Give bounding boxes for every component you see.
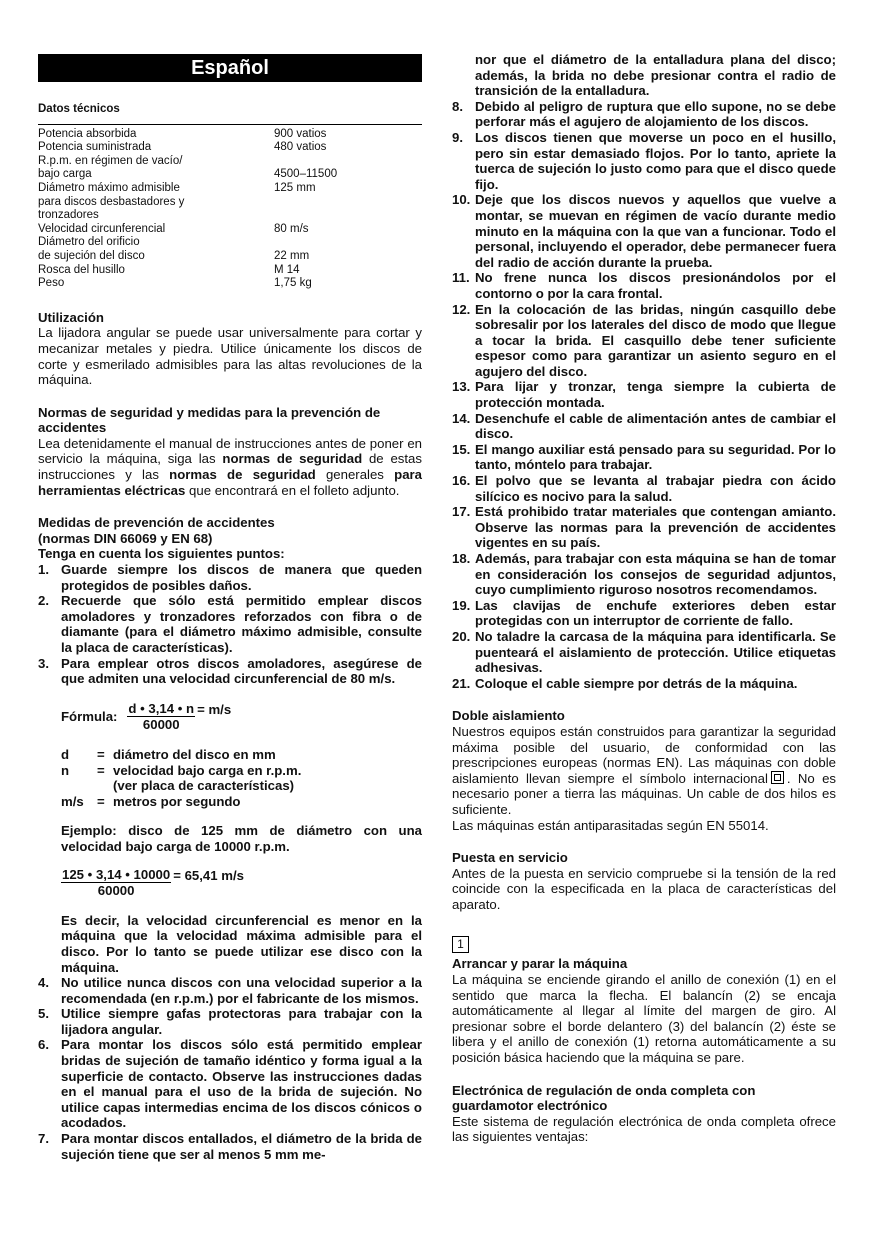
list-item	[452, 411, 836, 442]
variable-eq: =	[97, 793, 105, 809]
list-text: Las clavijas de enchufe exteriores deben estar protegidas con un interruptor de corriente de fallo.	[475, 597, 836, 629]
list-number: 2.	[38, 593, 49, 609]
variable-eq	[97, 778, 113, 794]
spec-label: de sujeción del disco	[38, 249, 145, 262]
spec-row	[38, 155, 422, 169]
formula-label: Fórmula:	[61, 709, 118, 725]
electronics-text: Este sistema de regulación electrónica de onda completa ofrece las siguientes ventajas:	[452, 1113, 836, 1145]
safety-list-a	[38, 562, 422, 687]
list-number: 12.	[452, 301, 471, 317]
spec-row	[38, 250, 422, 264]
list-number: 5.	[38, 1006, 49, 1022]
variable-eq: =	[97, 762, 105, 778]
variable-row	[61, 747, 422, 763]
list-text: Para lijar y tronzar, tenga siempre la cubierta de protección montada.	[475, 379, 836, 411]
list-number: 20.	[452, 628, 471, 644]
formula-fraction	[127, 701, 195, 733]
list-text: No taladre la carcasa de la máquina para identificarla. Se puenteará el aislamiento de protección. Utilice etiquetas adhesivas.	[475, 628, 836, 676]
example-result: = 65,41 m/s	[173, 867, 244, 883]
list-text: Guarde siempre los discos de manera que queden protegidos de posibles daños.	[61, 562, 422, 593]
list-number: 10.	[452, 192, 471, 208]
formula-variables	[61, 747, 422, 809]
electronics-section	[452, 1083, 836, 1145]
list-text: No utilice nunca discos con una velocidad superior a la recomendada (en r.p.m.) por el fabricante de los mismos.	[61, 975, 422, 1006]
list-number: 3.	[38, 655, 49, 671]
list-item	[452, 192, 836, 270]
list-number: 21.	[452, 675, 471, 691]
spec-value	[274, 209, 422, 223]
start-stop-section	[452, 956, 836, 1065]
spec-label: bajo carga	[38, 168, 92, 181]
tech-data-table	[38, 128, 422, 291]
list-number: 9.	[452, 129, 463, 145]
list-item	[452, 676, 836, 692]
list-item	[452, 504, 836, 551]
spec-value: M 14	[274, 263, 300, 276]
use-heading: Utilización	[38, 309, 104, 325]
variable-sym: m/s	[61, 793, 84, 809]
example-fraction	[61, 867, 171, 899]
spec-value	[274, 236, 422, 250]
variable-row	[61, 794, 422, 810]
formula	[61, 701, 422, 733]
list-item	[452, 379, 836, 410]
double-insulation-text: Nuestros equipos están construidos para garantizar la seguridad máxima posible del usuario, de conformidad con las prescripciones europeas (normas EN). Las máquinas con doble aislamiento llevan siempre el símbolo internacional . No es necesario poner a tierra las máquinas. Un cable de dos hilos es suficiente.	[452, 723, 837, 817]
list-item	[38, 562, 422, 593]
safety-list-b	[38, 975, 422, 1162]
list-text: En la colocación de las bridas, ningún casquillo debe sobresalir por los laterales del disco de modo que llegue a tocar la brida. El casquillo debe tener suficiente espesor como para garantizar un asiento seguro en el agujero del disco.	[475, 301, 836, 379]
norms-text: Lea detenidamente el manual de instrucciones antes de poner en servicio la máquina, siga las normas de seguridad de estas instrucciones y las normas de seguridad generales para herramientas eléctricas que encontrará en el folleto adjunto.	[38, 435, 422, 498]
spec-row	[38, 277, 422, 291]
list-item	[452, 442, 836, 473]
list-text: Debido al peligro de ruptura que ello supone, no se debe perforar más el agujero de alojamiento de los discos.	[475, 98, 836, 130]
spec-value: 125 mm	[274, 181, 316, 194]
list-number: 11.	[452, 270, 470, 286]
norms-section	[38, 405, 422, 499]
spec-label: Peso	[38, 277, 65, 290]
list-text: Además, para trabajar con esta máquina se han de tomar en consideración los consejos de seguridad adjuntos, cuyo cumplimiento riguroso nosotros recomendamos.	[475, 551, 836, 598]
double-insulation-section	[452, 708, 836, 833]
emc-text: Las máquinas están antiparasitadas según EN 55014.	[452, 817, 769, 833]
variable-desc: metros por segundo	[113, 793, 241, 809]
list-number: 4.	[38, 975, 49, 991]
variable-row	[61, 778, 422, 794]
list-number: 15.	[452, 441, 471, 457]
variable-desc: (ver placa de características)	[113, 778, 295, 794]
list-item	[452, 302, 836, 380]
list-text: Para montar los discos sólo está permitido emplear bridas de sujeción de tamaño idéntico y forma igual a la superficie de contacto. Observe las instrucciones dadas en el manual para el uso de la brida de sujeción. No utilice capas intermedias encima de los discos cónicos o acodados.	[61, 1037, 422, 1131]
spec-value: 900 vatios	[274, 127, 327, 140]
variable-row	[61, 763, 422, 779]
page-title: Español	[38, 54, 422, 82]
list-text: Utilice siempre gafas protectoras para trabajar con la lijadora angular.	[61, 1006, 422, 1037]
list-item	[452, 473, 836, 504]
list-item	[38, 1037, 422, 1131]
variable-sym	[61, 778, 97, 794]
double-insulation-heading: Doble aislamiento	[452, 708, 565, 724]
formula-denominator: 60000	[142, 717, 180, 733]
spec-value: 4500–11500	[274, 168, 338, 181]
list-item	[38, 1006, 422, 1037]
safety-list-cont	[452, 52, 836, 99]
startup-text: Antes de la puesta en servicio compruebe si la tensión de la red coincide con la especificada en la placa de características del aparato.	[452, 865, 836, 912]
startup-section	[452, 850, 836, 912]
list-item	[38, 1131, 422, 1162]
list-item	[452, 629, 836, 676]
list-text: El polvo que se levanta al trabajar piedra con ácido silícico es nocivo para la salud.	[475, 473, 836, 504]
list-text: El mango auxiliar está pensado para su seguridad. Por lo tanto, móntelo para trabajar.	[475, 441, 836, 473]
example-calc	[61, 867, 422, 899]
divider	[38, 124, 422, 125]
spec-row	[38, 223, 422, 237]
spec-label: R.p.m. en régimen de vacío/	[38, 154, 183, 167]
spec-label: Potencia suministrada	[38, 141, 152, 154]
variable-eq: =	[97, 746, 105, 762]
variable-desc: velocidad bajo carga en r.p.m.	[113, 762, 302, 778]
list-number: 18.	[452, 551, 471, 566]
list-text: Los discos tienen que moverse un poco en el husillo, pero sin estar demasiado flojos. Por lo tanto, apriete la tuerca de sujeción lo justo como para que el disco quede fijo.	[475, 129, 836, 192]
example-numerator: 125 • 3,14 • 10000	[62, 866, 171, 882]
spec-value	[274, 196, 422, 210]
figure-reference: 1	[452, 936, 469, 953]
spec-value: 1,75 kg	[274, 277, 312, 290]
spec-row	[38, 168, 422, 182]
list-item	[452, 598, 836, 629]
list-item	[38, 975, 422, 1006]
list-number: 14.	[452, 410, 471, 426]
spec-label: Velocidad circunferencial	[38, 222, 166, 235]
spec-label: para discos desbastadores y	[38, 195, 185, 208]
prevention-heading: Medidas de prevención de accidentes	[38, 515, 275, 531]
example-denominator: 60000	[97, 883, 135, 899]
spec-row	[38, 141, 422, 155]
variable-desc: diámetro del disco en mm	[113, 746, 276, 762]
list-number: 1.	[38, 562, 49, 578]
prevention-norms: (normas DIN 66069 y EN 68)	[38, 530, 213, 546]
tech-data-heading: Datos técnicos	[38, 103, 120, 115]
use-section	[38, 310, 422, 388]
start-stop-heading: Arrancar y parar la máquina	[452, 956, 628, 972]
list-item: nor que el diámetro de la entalladura plana del disco; además, la brida no debe presionar contra el radio de transición de la entalladura.	[475, 52, 836, 99]
list-item	[38, 593, 422, 655]
spec-value: 480 vatios	[274, 141, 327, 154]
left-column	[38, 52, 422, 1162]
spec-label: tronzadores	[38, 209, 99, 222]
list-item	[452, 130, 836, 192]
spec-row	[38, 196, 422, 210]
example-text: Ejemplo: disco de 125 mm de diámetro con una velocidad bajo carga de 10000 r.p.m.	[61, 823, 422, 854]
spec-label: Diámetro máximo admisible	[38, 181, 180, 194]
list-number: 7.	[38, 1131, 49, 1147]
safety-list-c	[452, 99, 836, 692]
list-number: 8.	[452, 98, 463, 114]
list-item	[452, 99, 836, 130]
spec-row	[38, 182, 422, 196]
prevention-intro: Tenga en cuenta los siguientes puntos:	[38, 546, 285, 562]
spec-value: 22 mm	[274, 249, 310, 262]
list-text: Recuerde que sólo está permitido emplear discos amoladores y tronzadores reforzados con fibra o de diamante (para el diámetro máximo admisible, consulte la placa de características).	[61, 593, 422, 655]
list-number: 19.	[452, 597, 471, 613]
spec-row	[38, 236, 422, 250]
list-item	[38, 656, 422, 687]
list-text: Coloque el cable siempre por detrás de la máquina.	[475, 675, 798, 691]
list-number: 13.	[452, 379, 471, 395]
list-text: Desenchufe el cable de alimentación antes de cambiar el disco.	[475, 410, 836, 442]
variable-sym: n	[61, 762, 70, 778]
list-text: Para montar discos entallados, el diámetro de la brida de sujeción tiene que ser al menos 5 mm me-	[61, 1131, 422, 1162]
double-insulation-icon	[771, 771, 784, 784]
list-number: 6.	[38, 1037, 49, 1053]
spec-value	[274, 155, 422, 169]
list-number: 16.	[452, 473, 471, 489]
spec-label: Potencia absorbida	[38, 127, 137, 140]
start-stop-text: La máquina se enciende girando el anillo de conexión (1) en el sentido que marca la flecha. El balancín (2) se encaja automáticamente al llegar al límite del margen de giro. Al presionar sobre el borde delantero (3) del balancín (2) éste se libera y el anillo de conexión (1) retorna automáticamente a su posición básica haciendo que la máquina se pare.	[452, 972, 836, 1066]
list-text: Está prohibido tratar materiales que contengan amianto. Observe las normas para la prevención de accidentes vigentes en su país.	[475, 504, 836, 551]
spec-row	[38, 209, 422, 223]
spec-row	[38, 128, 422, 142]
variable-sym: d	[61, 746, 70, 762]
right-column	[452, 52, 836, 1145]
spec-label: Diámetro del orificio	[38, 236, 140, 249]
list-text: Para emplear otros discos amoladores, asegúrese de que admiten una velocidad circunferencial de 80 m/s.	[61, 655, 422, 687]
list-number: 17.	[452, 504, 471, 520]
list-text: Deje que los discos nuevos y aquellos que vuelve a montar, se muevan en régimen de vacío durante medio minuto en la máquina con la que van a funcionar. Todo el personal, incluyendo el operador, debe permanecer fuera del radio de acción durante la prueba.	[475, 192, 836, 270]
norms-heading: Normas de seguridad y medidas para la prevención de accidentes	[38, 404, 381, 436]
list-item	[452, 551, 836, 598]
spec-label: Rosca del husillo	[38, 263, 125, 276]
use-text: La lijadora angular se puede usar universalmente para cortar y mecanizar metales y piedra. Utilice únicamente los discos de corte y esmerilado admisibles para las altas revoluciones de la máquina.	[38, 325, 422, 388]
list-item	[452, 270, 836, 301]
formula-numerator: d • 3,14 • n	[128, 700, 195, 716]
list-text: No frene nunca los discos presionándolos por el contorno o por la cara frontal.	[475, 270, 836, 301]
spec-row	[38, 264, 422, 278]
prevention-section	[38, 515, 422, 1162]
electronics-heading: Electrónica de regulación de onda completa con guardamotor electrónico	[452, 1082, 756, 1114]
startup-heading: Puesta en servicio	[452, 850, 568, 866]
conclusion-text: Es decir, la velocidad circunferencial es menor en la máquina que la velocidad máxima admisible para el disco. Por lo tanto se puede utilizar ese disco con la máquina.	[61, 912, 422, 975]
spec-value: 80 m/s	[274, 222, 309, 235]
formula-result: = m/s	[197, 702, 232, 718]
